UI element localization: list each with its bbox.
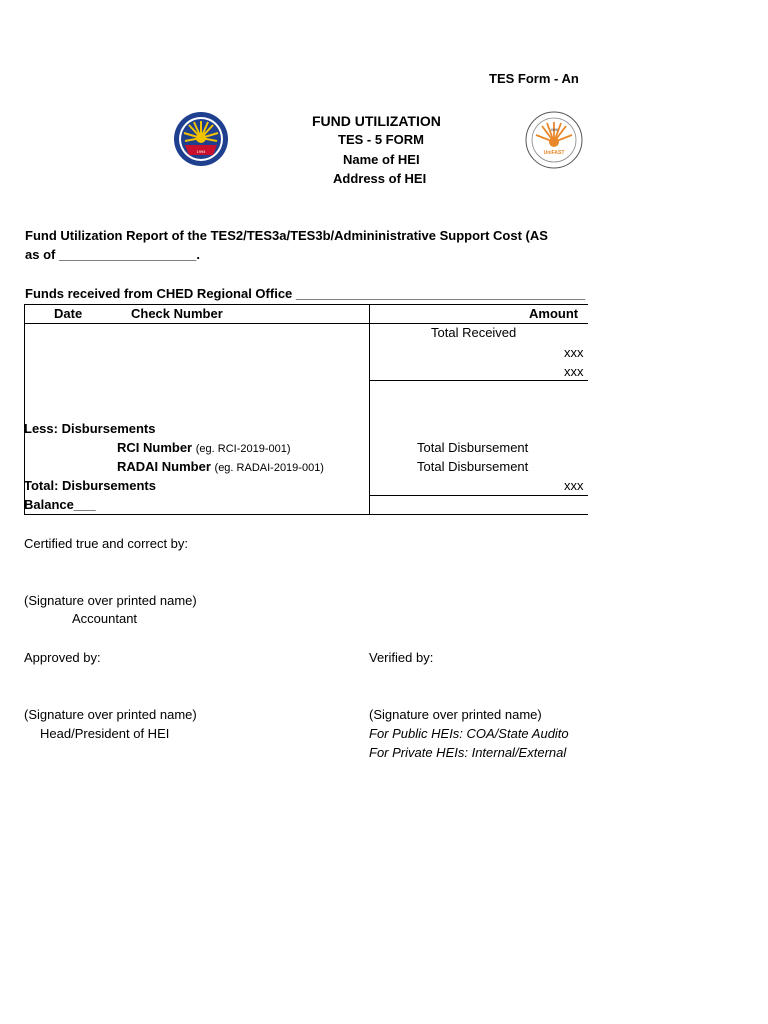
total-received-label: Total Received (431, 325, 517, 340)
col-header-amount: Amount (529, 306, 579, 321)
form-subtitle: TES - 5 FORM (338, 132, 424, 147)
form-label: TES Form - An (489, 71, 579, 86)
amount-xxx-2: xxx (564, 364, 584, 379)
accountant-signature-line: (Signature over printed name) (24, 593, 197, 608)
rci-example: (eg. RCI-2019-001) (195, 443, 291, 455)
ched-seal-icon (173, 111, 229, 167)
total-disbursement-2: Total Disbursement (417, 459, 529, 474)
col-header-check-number: Check Number (131, 306, 223, 321)
head-title: Head/President of HEI (40, 726, 170, 741)
radai-example: (eg. RADAI-2019-001) (214, 462, 324, 474)
verified-by-label: Verified by: (369, 650, 434, 665)
table-header-divider (24, 323, 588, 324)
funds-received-label: Funds received from CHED Regional Office ________________________________________ (25, 286, 586, 301)
radai-label: RADAI Number (117, 459, 211, 474)
svg-text:UniFAST: UniFAST (543, 150, 565, 156)
verifier-signature-line: (Signature over printed name) (369, 707, 542, 722)
table-column-divider (369, 304, 370, 515)
amount-xxx-1: xxx (564, 345, 584, 360)
page-title: FUND UTILIZATION (312, 113, 441, 129)
accountant-title: Accountant (72, 611, 138, 626)
report-heading: Fund Utilization Report of the TES2/TES3a/TES3b/Admininistrative Support Cost (AS (25, 228, 548, 243)
private-hei-note: For Private HEIs: Internal/External (369, 745, 567, 760)
public-hei-note: For Public HEIs: COA/State Audito (369, 726, 569, 741)
head-signature-line: (Signature over printed name) (24, 707, 197, 722)
report-as-of: as of ___________________. (25, 247, 200, 262)
certified-by-label: Certified true and correct by: (24, 536, 189, 551)
amount-xxx-3: xxx (564, 478, 584, 493)
svg-text:1998: 1998 (550, 128, 558, 132)
unifast-seal-icon (525, 111, 583, 169)
radai-row (117, 459, 324, 476)
amount-divider-2 (369, 495, 588, 496)
less-disbursements-label: Less: Disbursements (24, 421, 156, 436)
total-disbursements-label: Total: Disbursements (24, 478, 156, 493)
col-header-date: Date (54, 306, 83, 321)
hei-address: Address of HEI (333, 171, 427, 186)
amount-divider-1 (369, 380, 588, 381)
balance-label: Balance___ (24, 497, 96, 512)
svg-text:1994: 1994 (196, 149, 206, 154)
rci-row (117, 440, 291, 457)
rci-label: RCI Number (117, 440, 193, 455)
approved-by-label: Approved by: (24, 650, 101, 665)
hei-name: Name of HEI (343, 152, 420, 167)
total-disbursement-1: Total Disbursement (417, 440, 529, 455)
